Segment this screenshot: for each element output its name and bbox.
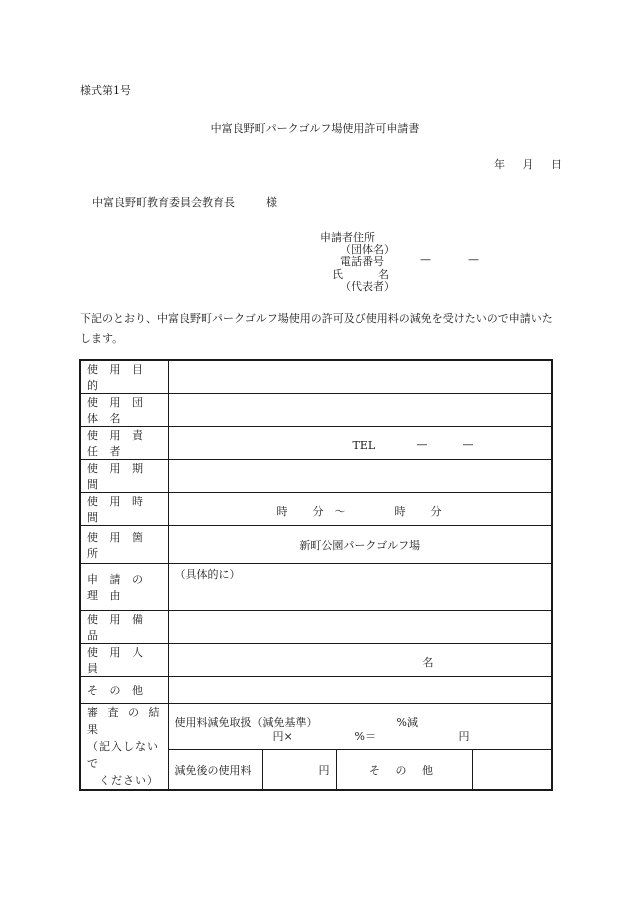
row-other [80,677,552,704]
field-equipment[interactable] [168,611,552,644]
row-people [80,644,552,677]
form-number: 様式第1号 [80,84,131,97]
row-time [80,493,552,526]
time-tilde: ～ [334,505,346,518]
label-responsible: 使 用 責 任 者 [80,427,168,460]
after-fee-yen: 円 [262,750,336,790]
label-group-name: 使 用 団 体 名 [80,394,168,427]
row-purpose [80,360,552,394]
field-group-name[interactable] [168,394,552,427]
reduction-label: 使用料減免取扱（減免基準） [174,715,318,729]
label-reason: 申 請 の 理 由 [80,564,168,611]
field-reduction [168,704,552,750]
reason-hint: （具体的に） [174,568,241,581]
time-minute-1: 分 [312,505,324,518]
applicant-phone-dash-2: — [468,253,479,266]
applicant-phone-dash-1: — [420,253,431,266]
applicant-representative-label: （代表者） [340,280,395,293]
field-period[interactable] [168,460,552,493]
time-minute-2: 分 [430,505,442,518]
date-line: 年 月 日 [494,158,562,171]
yen-times: 円× [272,729,293,743]
yen-result: 円 [458,729,470,743]
reduction-percent: %減 [396,715,418,729]
field-time[interactable] [168,493,552,526]
field-people[interactable] [168,644,552,677]
row-equipment [80,611,552,644]
document-title: 中富良野町パークゴルフ場使用許可申請書 [210,122,420,135]
label-people: 使 用 人 員 [80,644,168,677]
after-fee-label: 減免後の使用料 [168,750,262,790]
label-purpose: 使 用 目 的 [80,360,168,394]
percent-equals: %＝ [354,729,376,743]
label-time: 使 用 時 間 [80,493,168,526]
field-location: 新町公園パークゴルフ場 [168,526,552,564]
row-reason [80,564,552,611]
applicant-name-label-b: 名 [378,268,389,281]
addressee-suffix: 様 [266,196,277,209]
applicant-address-label: 申請者住所 [320,231,375,244]
intro-paragraph: 下記のとおり、中富良野町パークゴルフ場使用の許可及び使用料の減免を受けたいので申請いたします。 [80,312,553,345]
row-location [80,526,552,564]
application-table [79,359,553,791]
people-unit: 名 [422,656,434,669]
review-note-1: （記入しないで [87,740,159,770]
label-review [80,704,168,791]
tel-dash-2: — [462,438,474,451]
time-hour-2: 時 [394,505,406,518]
row-period [80,460,552,493]
row-review-1 [80,704,552,750]
other-field-2[interactable] [472,750,552,790]
field-other[interactable] [168,677,552,704]
row-group-name [80,394,552,427]
row-responsible [80,427,552,460]
label-other: そ の 他 [80,677,168,704]
time-hour-1: 時 [276,505,288,518]
label-location: 使 用 箇 所 [80,526,168,564]
review-note-2: ください） [99,774,159,787]
applicant-name-label-a: 氏 [332,268,343,281]
tel-label: TEL [352,439,376,452]
label-period: 使 用 期 間 [80,460,168,493]
addressee: 中富良野町教育委員会教育長 [92,196,235,209]
applicant-phone-label: 電話番号 [340,255,384,268]
other-label-2: そ の 他 [336,750,472,790]
field-reason[interactable] [168,564,552,611]
label-equipment: 使 用 備 品 [80,611,168,644]
field-purpose[interactable] [168,360,552,394]
tel-dash-1: — [416,438,428,451]
review-title: 審 査 の 結 果 [87,706,163,736]
field-responsible[interactable] [168,427,552,460]
applicant-group-label: （団体名） [340,243,395,256]
